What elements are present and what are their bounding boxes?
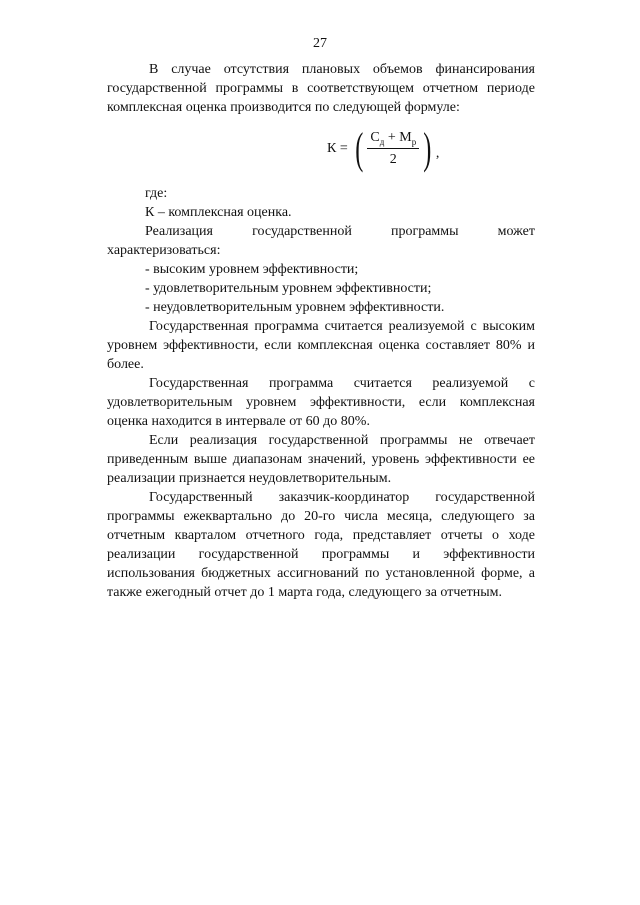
formula-denominator: 2	[389, 152, 397, 168]
intro-block	[107, 60, 535, 117]
formula-m-sub: р	[411, 136, 417, 147]
level-item-high: - высоким уровнем эффективности;	[145, 262, 359, 277]
paragraph-reports: Государственный заказчик-координатор государственной программы ежеквартально до 20-го числа месяца, следующего за отчетным кварталом отчетного года, представляет отчеты о ходе реализации государственной программы и эффективности использования бюджетных ассигнований по установленной форме, а также ежегодный отчет до 1 марта года, следующего за отчетным.	[107, 490, 535, 600]
k-definition: К – комплексная оценка.	[145, 205, 292, 220]
levels-intro: Реализация государственной программы может характеризоваться:	[107, 224, 535, 258]
paragraph-high: Государственная программа считается реализуемой с высоким уровнем эффективности, если комплексная оценка составляет 80% и более.	[107, 319, 535, 372]
where-line: где:	[145, 186, 168, 201]
level-item-satisfactory: - удовлетворительным уровнем эффективности;	[145, 281, 432, 296]
paragraph-satisfactory: Государственная программа считается реализуемой с удовлетворительным уровнем эффективности, если комплексная оценка находится в интервале от 60 до 80%.	[107, 376, 535, 429]
page-number: 27	[313, 36, 327, 51]
level-item-unsatisfactory: - неудовлетворительным уровнем эффективности.	[145, 300, 445, 315]
formula-m: М	[399, 129, 412, 145]
formula-fraction	[367, 130, 419, 169]
formula-numerator	[367, 130, 419, 150]
paragraph-unsatisfactory: Если реализация государственной программы не отвечает приведенным выше диапазонам значений, уровень эффективности ее реализации признается неудовлетворительным.	[107, 433, 535, 486]
formula-comma: ,	[435, 146, 440, 161]
formula-c-sub: д	[379, 136, 385, 147]
formula-paren-open: (	[355, 124, 364, 173]
formula-lhs: К =	[327, 141, 348, 156]
intro-paragraph: В случае отсутствия плановых объемов финансирования государственной программы в соответствующем отчетном периоде комплексная оценка производится по следующей формуле:	[107, 62, 535, 115]
body-block	[107, 184, 535, 602]
formula	[327, 126, 439, 172]
formula-paren-close: )	[423, 124, 432, 173]
formula-plus: +	[384, 129, 400, 145]
formula-c: С	[370, 129, 380, 145]
